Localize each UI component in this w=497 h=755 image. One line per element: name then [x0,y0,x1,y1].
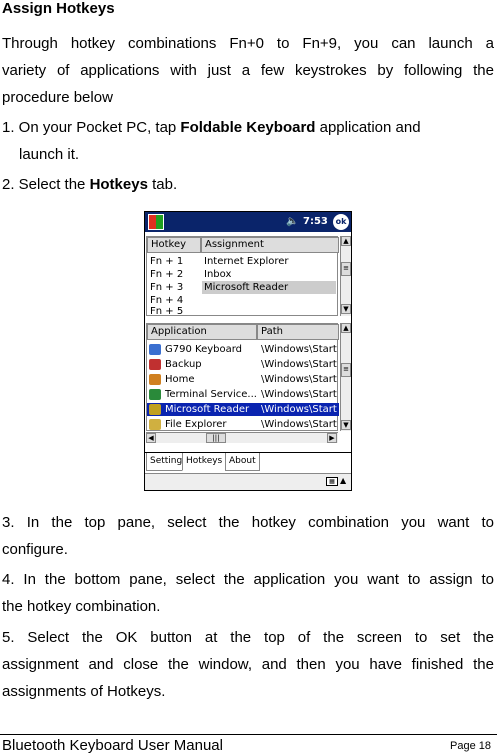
step-5-line-1: 5. Select the OK button at the top of the screen to set the [2,629,494,646]
backup-app-icon [149,359,161,370]
assignment-column-header[interactable]: Assignment [201,237,339,253]
hotkey-scrollbar[interactable] [340,236,351,316]
scroll-up-arrow-icon[interactable]: ▲ [341,323,351,333]
step-1-suffix: application and [315,119,421,136]
caret-up-icon[interactable]: ▲ [340,476,347,485]
scroll-up-arrow-icon[interactable]: ▲ [341,236,351,246]
application-row[interactable]: G790 Keyboard \Windows\Start [147,343,339,356]
intro-line-3: procedure below [2,89,113,106]
step-2-suffix: tab. [147,176,178,193]
application-horizontal-scrollbar[interactable] [146,432,338,443]
command-bar [145,473,351,490]
step-4-line-2: the hotkey combination. [2,598,161,615]
hotkey-row-selected[interactable]: Fn + 3 Microsoft Reader [147,281,339,294]
scroll-down-arrow-icon[interactable]: ▼ [341,420,351,430]
pocket-pc-screenshot [144,211,352,491]
page-number: Page 18 [450,740,491,752]
application-row[interactable]: File Explorer \Windows\Start [147,418,339,431]
application-column-header[interactable]: Application [147,324,257,340]
step-5-line-3: assignments of Hotkeys. [2,683,166,700]
footer-title: Bluetooth Keyboard User Manual [2,737,223,754]
page-heading: Assign Hotkeys [2,0,115,17]
file-explorer-app-icon [149,419,161,430]
scroll-down-arrow-icon[interactable]: ▼ [341,304,351,314]
title-bar [145,212,351,232]
application-scrollbar[interactable] [340,323,351,431]
scroll-thumb[interactable]: ≡ [341,262,351,276]
hotkey-column-header[interactable]: Hotkey [147,237,201,253]
tab-bar [145,452,351,472]
step-3-line-2: configure. [2,541,68,558]
intro-line-1: Through hotkey combinations Fn+0 to Fn+9, you can launch a [2,35,494,52]
application-row[interactable]: Terminal Service... \Windows\Start [147,388,339,401]
tab-about[interactable]: About [225,453,260,471]
footer-divider [0,734,497,735]
application-row[interactable]: Home \Windows\Start [147,373,339,386]
step-1-continued: launch it. [19,146,80,163]
scroll-thumb[interactable]: ||| [206,433,226,443]
application-row-selected[interactable]: Microsoft Reader \Windows\Start [147,403,339,416]
reader-app-icon [149,404,161,415]
path-column-header[interactable]: Path [257,324,339,340]
clock[interactable]: 7:53 [303,216,328,227]
terminal-service-app-icon [149,389,161,400]
windows-start-icon[interactable] [148,214,164,230]
tab-setting[interactable]: Setting [146,453,186,471]
hotkey-pane [146,236,338,316]
scroll-left-arrow-icon[interactable]: ◀ [146,433,156,443]
step-2 [2,171,494,198]
hotkey-row[interactable]: Fn + 1 Internet Explorer [150,256,289,267]
intro-line-2: variety of applications with just a few keystrokes by following the [2,62,494,79]
application-pane [146,323,338,431]
step-2-prefix: 2. Select the [2,176,90,193]
step-1 [2,114,494,141]
step-5-line-2: assignment and close the window, and then you have finished the [2,656,494,673]
step-3-line-1: 3. In the top pane, select the hotkey combination you want to [2,514,494,531]
hotkey-row[interactable]: Fn + 2 Inbox [150,269,232,280]
keyboard-app-icon [149,344,161,355]
scroll-right-arrow-icon[interactable]: ▶ [327,433,337,443]
hotkey-row[interactable]: Fn + 4 [150,295,184,306]
speaker-icon[interactable]: 🔈 [286,216,299,227]
tab-hotkeys[interactable]: Hotkeys [182,453,226,471]
step-1-app-name: Foldable Keyboard [180,119,316,136]
step-1-prefix: 1. On your Pocket PC, tap [2,119,181,136]
hotkey-row[interactable]: Fn + 5 [150,306,184,317]
ok-button[interactable]: ok [333,214,349,230]
keyboard-icon[interactable]: ▦ [326,477,338,486]
scroll-thumb[interactable]: ≡ [341,363,351,377]
step-2-tab-name: Hotkeys [89,176,148,193]
step-4-line-1: 4. In the bottom pane, select the application you want to assign to [2,571,494,588]
home-app-icon [149,374,161,385]
application-row[interactable]: Backup \Windows\Start [147,358,339,371]
